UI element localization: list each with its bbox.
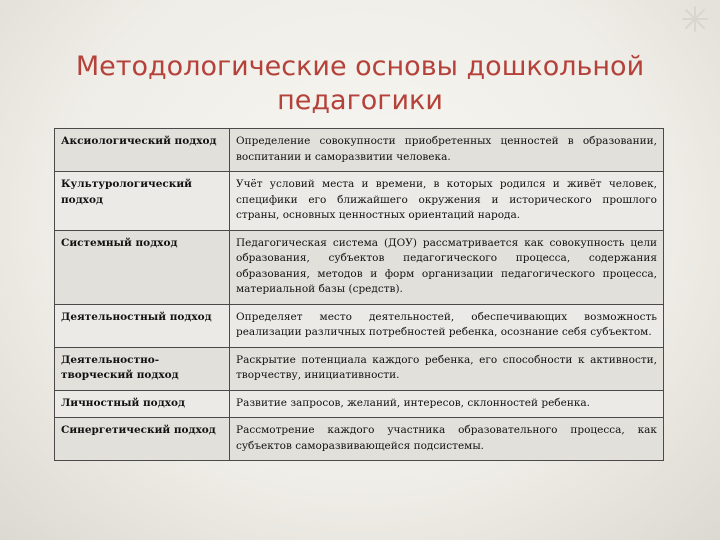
approach-name: Личностный подход bbox=[55, 390, 230, 418]
table-row bbox=[55, 230, 664, 304]
approaches-table bbox=[54, 128, 664, 461]
approach-description: Развитие запросов, желаний, интересов, склонностей ребенка. bbox=[230, 390, 664, 418]
approach-name: Деятельностный подход bbox=[55, 304, 230, 347]
table-row bbox=[55, 347, 664, 390]
approach-name: Культурологический подход bbox=[55, 172, 230, 231]
approach-description: Раскрытие потенциала каждого ребенка, его способности к активности, творчеству, инициативности. bbox=[230, 347, 664, 390]
approach-description: Рассмотрение каждого участника образовательного процесса, как субъектов саморазвивающейся подсистемы. bbox=[230, 418, 664, 461]
approach-description: Учёт условий места и времени, в которых родился и живёт человек, специфики его ближайшего окружения и исторического прошлого страны, основных ценностных ориентаций народа. bbox=[230, 172, 664, 231]
approach-name: Синергетический подход bbox=[55, 418, 230, 461]
approach-name: Аксиологический подход bbox=[55, 129, 230, 172]
approach-name: Деятельностно-творческий подход bbox=[55, 347, 230, 390]
corner-ornament-icon bbox=[680, 4, 710, 34]
table-row bbox=[55, 304, 664, 347]
approach-description: Определяет место деятельностей, обеспечивающих возможность реализации различных потребностей ребенка, осознание себя субъектом. bbox=[230, 304, 664, 347]
table-row bbox=[55, 172, 664, 231]
approach-description: Педагогическая система (ДОУ) рассматривается как совокупность цели образования, субъектов педагогического процесса, содержания образования, методов и форм организации педагогического процесса, материальной базы (средств). bbox=[230, 230, 664, 304]
table-row bbox=[55, 418, 664, 461]
approach-name: Системный подход bbox=[55, 230, 230, 304]
table-row bbox=[55, 390, 664, 418]
table-row bbox=[55, 129, 664, 172]
approach-description: Определение совокупности приобретенных ценностей в образовании, воспитании и саморазвитии человека. bbox=[230, 129, 664, 172]
slide-title: Методологические основы дошкольной педагогики bbox=[75, 51, 645, 116]
